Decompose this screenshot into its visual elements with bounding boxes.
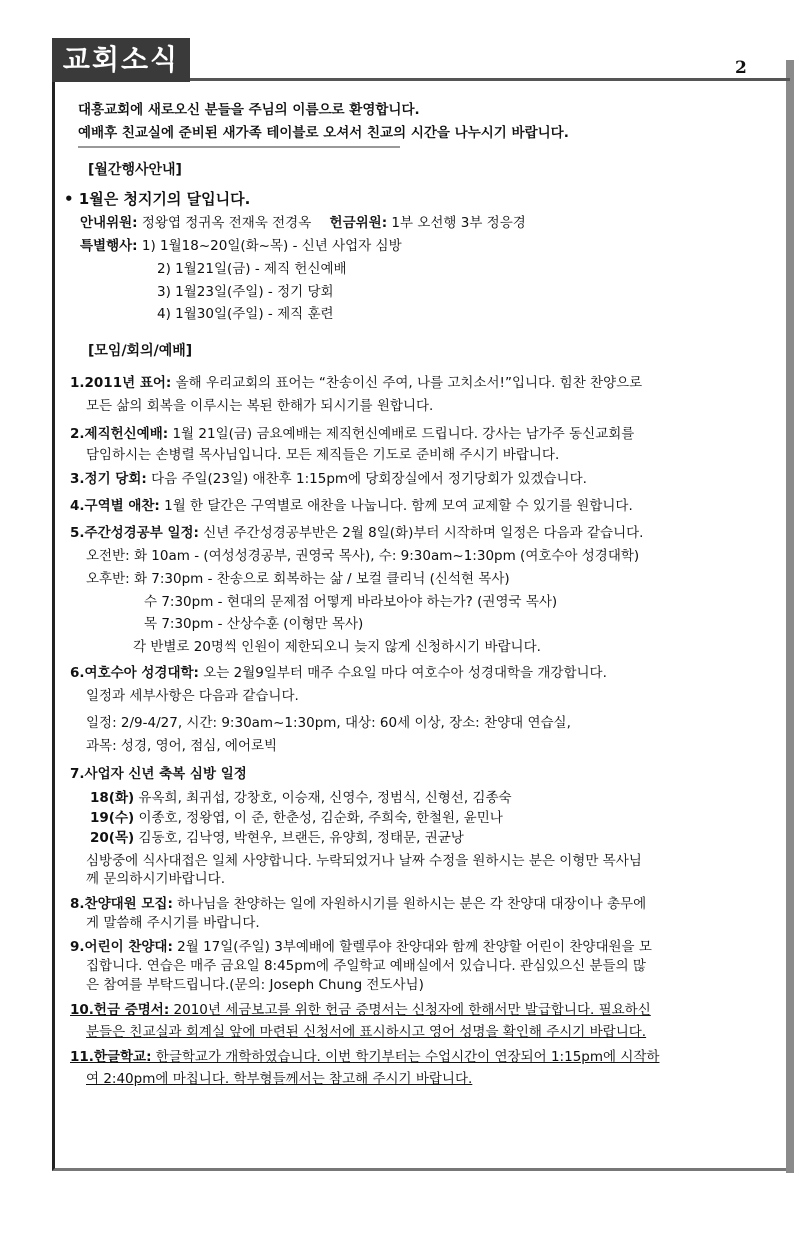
item-11-text: 한글학교가 개학하였습니다. 이번 학기부터는 수업시간이 연장되어 1:15pm에 시작하 <box>151 1049 660 1065</box>
item-8-line-1 <box>70 895 646 913</box>
item-2-line-1 <box>70 425 634 443</box>
item-9-line-2: 집합니다. 연습은 매주 금요일 8:45pm에 주일학교 예배실에서 있습니다. 관심있으신 분들의 많 <box>86 958 646 974</box>
item-6-line-1 <box>70 664 607 682</box>
item-8-text: 하나님을 찬양하는 일에 자원하시기를 원하시는 분은 각 찬양대 대장이나 총무에 <box>172 896 647 912</box>
item-4-line-1 <box>70 497 633 515</box>
item-6-label: 6.여호수아 성경대학: <box>70 665 199 681</box>
special-event-1: 1) 1월18~20일(화~목) - 신년 사업자 심방 <box>137 238 402 254</box>
item-5-morning: 오전반: 화 10am - (여성성경공부, 권영국 목사), 수: 9:30am~1:30pm (여호수아 성경대학) <box>86 548 640 564</box>
item-7-note-2: 께 문의하시기바랍니다. <box>86 871 225 887</box>
item-10-line-1 <box>70 1001 651 1019</box>
item-2-text: 1월 21일(금) 금요예배는 제직헌신예배로 드립니다. 강사는 남가주 동신교회를 <box>168 426 635 442</box>
item-4-text: 1월 한 달간은 구역별로 애찬을 나눕니다. 함께 모여 교제할 수 있기를 원합니다. <box>159 498 633 514</box>
special-line-1 <box>80 237 402 255</box>
offering-label: 헌금위원: <box>329 215 388 231</box>
welcome-line-2: 예배후 친교실에 준비된 새가족 테이블로 오셔서 친교의 시간을 나누시기 바랍니다. <box>78 125 569 141</box>
item-9-line-1 <box>70 938 652 956</box>
item-10-label: 10.헌금 증명서: <box>70 1002 170 1018</box>
page-number: 2 <box>735 58 747 78</box>
item-1-line-2: 모든 삶의 회복을 이루시는 복된 한해가 되시기를 원합니다. <box>86 398 434 414</box>
item-7-names-3: 김동호, 김낙영, 박현우, 브랜든, 유양희, 정태문, 권균낭 <box>134 830 464 846</box>
item-5-wednesday: 수 7:30pm - 현대의 문제점 어떻게 바라보아야 하는가? (권영국 목사) <box>144 594 558 610</box>
section-title: 교회소식 <box>52 38 190 82</box>
item-1-label: 1.2011년 표어: <box>70 375 172 391</box>
item-10-line-2: 분들은 친교실과 회계실 앞에 마련된 신청서에 표시하시고 영어 성명을 확인해 주시기 바랍니다. <box>86 1024 647 1040</box>
item-7-row-1 <box>90 789 512 807</box>
welcome-line-1: 대흥교회에 새로오신 분들을 주님의 이름으로 환영합니다. <box>78 102 420 118</box>
item-3-text: 다음 주일(23일) 애찬후 1:15pm에 당회장실에서 정기당회가 있겠습니다. <box>146 471 587 487</box>
item-5-text: 신년 주간성경공부반은 2월 8일(화)부터 시작하며 일정은 다음과 같습니다. <box>198 525 644 541</box>
item-7-row-2 <box>90 809 503 827</box>
special-event-3: 3) 1월23일(주일) - 정기 당회 <box>157 284 334 300</box>
meetings-heading: [모임/회의/예배] <box>88 343 193 359</box>
special-label: 특별행사: <box>80 238 138 254</box>
ushers-line <box>80 214 526 232</box>
item-5-note: 각 반별로 20명씩 인원이 제한되오니 늦지 않게 신청하시기 바랍니다. <box>133 639 541 655</box>
special-event-4: 4) 1월30일(주일) - 제직 훈련 <box>157 306 334 322</box>
item-4-label: 4.구역별 애찬: <box>70 498 160 514</box>
monthly-heading: [월간행사안내] <box>88 162 182 178</box>
item-7-date-2: 19(수) <box>90 810 135 826</box>
offering-names: 1부 오선행 3부 정응경 <box>387 215 526 231</box>
item-11-line-1 <box>70 1048 659 1066</box>
ushers-names: 정왕엽 정귀옥 전재욱 전경옥 <box>137 215 312 231</box>
item-5-label: 5.주간성경공부 일정: <box>70 525 199 541</box>
item-1-text: 올해 우리교회의 표어는 “찬송이신 주여, 나를 고치소서!”입니다. 힘찬 찬양으로 <box>171 375 643 391</box>
item-10-text: 2010년 세금보고를 위한 헌금 증명서는 신청자에 한해서만 발급합니다. 필요하신 <box>169 1002 651 1018</box>
item-5-thursday: 목 7:30pm - 산상수훈 (이형만 목사) <box>144 616 364 632</box>
ushers-label: 안내위원: <box>80 215 138 231</box>
item-5-line-1 <box>70 524 643 542</box>
item-7-date-3: 20(목) <box>90 830 135 846</box>
item-9-text: 2월 17일(주일) 3부예배에 할렐루야 찬양대와 함께 찬양할 어린이 찬양대원을 모 <box>172 939 652 955</box>
item-9-line-3: 은 참여를 부탁드립니다.(문의: Joseph Chung 전도사님) <box>86 977 424 993</box>
item-6-line-3: 일정: 2/9-4/27, 시간: 9:30am~1:30pm, 대상: 60세 이상, 장소: 찬양대 연습실, <box>86 715 571 731</box>
item-11-label: 11.한글학교: <box>70 1049 152 1065</box>
item-7-note-1: 심방중에 식사대접은 일체 사양합니다. 누락되었거나 날짜 수정을 원하시는 분은 이형만 목사님 <box>86 853 642 869</box>
item-3-line-1 <box>70 470 587 488</box>
item-7-names-1: 유옥희, 최귀섭, 강창호, 이승재, 신영수, 정범식, 신형선, 김종숙 <box>134 790 512 806</box>
special-event-2: 2) 1월21일(금) - 제직 헌신예배 <box>157 261 347 277</box>
welcome-rule <box>78 146 400 148</box>
item-2-label: 2.제직헌신예배: <box>70 426 169 442</box>
item-5-evening: 오후반: 화 7:30pm - 찬송으로 회복하는 삶 / 보컬 클리닉 (신석현 목사) <box>86 571 510 587</box>
title-rule <box>190 78 790 81</box>
item-3-label: 3.정기 당회: <box>70 471 147 487</box>
monthly-subtitle: • 1월은 청지기의 달입니다. <box>64 190 251 208</box>
item-7-label: 7.사업자 신년 축복 심방 일정 <box>70 766 247 782</box>
item-1-line-1 <box>70 374 642 392</box>
item-6-text: 오는 2월9일부터 매주 수요일 마다 여호수아 성경대학을 개강합니다. <box>198 665 607 681</box>
page-shadow <box>786 60 794 1173</box>
item-9-label: 9.어린이 찬양대: <box>70 939 173 955</box>
item-2-line-2: 담임하시는 손병렬 목사님입니다. 모든 제직들은 기도로 준비해 주시기 바랍니다. <box>86 447 560 463</box>
item-8-label: 8.찬양대원 모집: <box>70 896 173 912</box>
item-7-row-3 <box>90 829 464 847</box>
item-6-line-2: 일정과 세부사항은 다음과 같습니다. <box>86 688 299 704</box>
item-11-line-2: 여 2:40pm에 마칩니다. 학부형들께서는 참고해 주시기 바랍니다. <box>86 1071 473 1087</box>
item-7-date-1: 18(화) <box>90 790 135 806</box>
item-8-line-2: 게 말씀해 주시기를 바랍니다. <box>86 915 260 931</box>
item-7-names-2: 이종호, 정왕엽, 이 준, 한춘성, 김순화, 주희숙, 한철원, 윤민나 <box>134 810 503 826</box>
item-6-line-4: 과목: 성경, 영어, 점심, 에어로빅 <box>86 738 278 754</box>
